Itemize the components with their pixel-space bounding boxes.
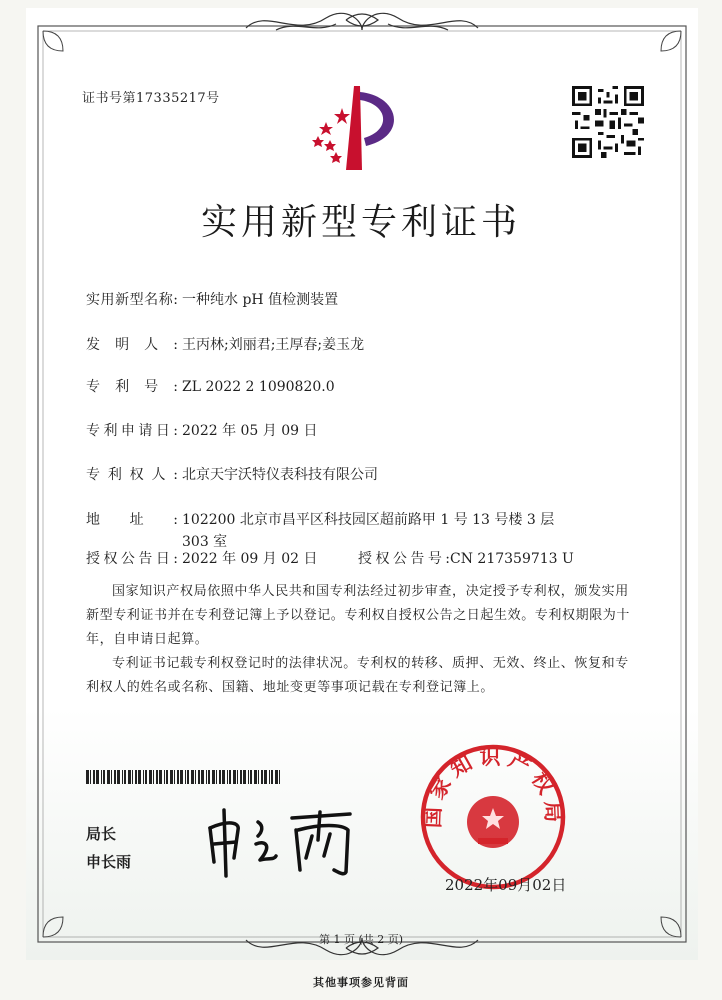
field-value: 北京天宇沃特仪表科技有限公司 [182,467,378,483]
field-value: 2022 年 05 月 09 日 [182,423,318,439]
field-utility-model-name [86,289,338,309]
field-value: 王丙林;刘丽君;王厚春;姜玉龙 [182,337,365,353]
grant-statement: 国家知识产权局依照中华人民共和国专利法经过初步审查，决定授予专利权，颁发实用新型专利证书并在专利登记簿上予以登记。专利权自授权公告之日起生效。专利权期限为十年，自申请日起算。 [86,584,631,647]
certificate-number: 证书号第17335217号 [82,91,220,106]
official-seal-icon [418,742,568,892]
field-label: 实用新型名称: [86,292,178,308]
field-address [86,509,178,529]
signatory-title: 局长 [86,825,117,843]
seal-date: 2022年09月02日 [445,876,567,894]
field-label: 专利权人: [86,467,178,483]
field-value: 2022 年 09 月 02 日 [182,551,318,567]
field-label: 地址: [86,512,178,528]
signature-icon [200,800,370,880]
field-grant-number [358,548,574,568]
field-filing-date [86,420,318,440]
signatory-name: 申长雨 [86,853,132,871]
field-label: 授权公告日: [86,551,178,567]
field-value: ZL 2022 2 1090820.0 [182,379,335,395]
svg-text:国家知识产权局: 国家知识产权局 [420,745,566,829]
field-value: 一种纯水 pH 值检测装置 [182,292,339,308]
field-label: 专利号: [86,379,178,395]
field-value: CN 217359713 U [450,551,574,567]
field-patent-number [86,376,335,396]
certificate-title: 实用新型专利证书 [200,202,521,243]
field-label: 专利申请日: [86,423,178,439]
cnipa-logo-icon [296,78,416,178]
qr-code-icon [572,86,644,158]
page-number: 第 1 页 (共 2 页) [318,933,404,946]
field-grant-date [86,548,318,568]
field-patentee [86,464,378,484]
footer-note: 其他事项参见背面 [313,976,409,989]
legal-status-statement: 专利证书记载专利权登记时的法律状况。专利权的转移、质押、无效、终止、恢复和专利权人的姓名或名称、国籍、地址变更等事项记载在专利登记簿上。 [86,656,629,695]
address-value: 102200 北京市昌平区科技园区超前路甲 1 号 13 号楼 3 层 303 室 [182,512,555,550]
field-label: 授权公告号: [358,551,450,567]
field-inventors [86,334,364,354]
barcode-icon [86,770,284,784]
field-label: 发明人: [86,337,178,353]
